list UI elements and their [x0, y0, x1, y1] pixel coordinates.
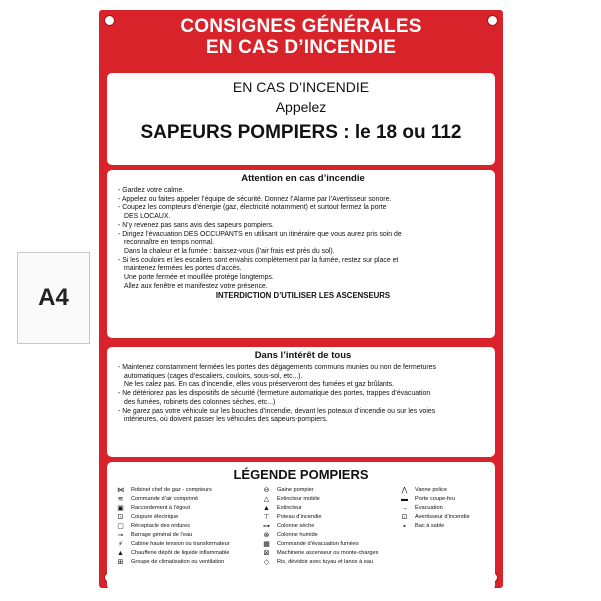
legend-item-label: Colonne humide — [277, 532, 318, 538]
attention-line: DES LOCAUX. — [124, 213, 171, 221]
legend-column-2 — [259, 486, 397, 567]
interet-line: des fumées, robinets des colonnes sèches, etc...) — [124, 398, 276, 406]
call-box-emergency-number: SAPEURS POMPIERS : le 18 ou 112 — [140, 122, 462, 143]
legend-heading: LÉGENDE POMPIERS — [233, 467, 369, 482]
interet-line: - Ne détériorez pas les dispositifs de sécurité (fermeture automatique des portes, trappes d’évacuation — [118, 390, 431, 398]
legend-item — [259, 522, 397, 531]
legend-item-label: Gaine pompier — [277, 487, 314, 493]
legend-item — [113, 495, 259, 504]
legend-item — [113, 531, 259, 540]
sand-bin-icon: ▪ — [403, 523, 406, 530]
air-control-icon: ≋ — [117, 496, 124, 503]
legend-column-3 — [397, 486, 493, 567]
legend-item-label: Extincteur — [277, 505, 302, 511]
attention-line: - Si les couloirs et les escaliers sont envahis complètement par la fumée, restez sur place et — [118, 256, 399, 264]
legend-item-label: Raccordement à l’égout — [131, 505, 191, 511]
legend-item-label: Cabine haute tension ou transformateur — [131, 541, 230, 547]
attention-line: Allez aux fenêtre et manifestez votre présence. — [124, 282, 268, 290]
legend-item — [113, 504, 259, 513]
legend-item-label: Commande d’évacuation fumées — [277, 541, 359, 547]
legend-item-label: Chaufferie dépôt de liquide inflammable — [131, 550, 230, 556]
attention-line: - Appelez ou faites appeler l’équipe de sécurité. Donnez l’Alarme par l’Avertisseur sonore. — [118, 195, 392, 203]
legend-item-label: Extincteur mobile — [277, 496, 320, 502]
common-interest-panel — [107, 347, 495, 457]
transformer-icon: ⚡ — [118, 541, 123, 548]
mobile-extinguisher-icon: △ — [263, 496, 270, 503]
extinguisher-icon: ▲ — [263, 505, 270, 512]
legend-item — [259, 531, 397, 540]
dry-column-icon: ⊶ — [263, 523, 270, 530]
sign-title — [99, 16, 503, 58]
a4-format-badge — [17, 252, 90, 344]
interet-line: - Maintenez constamment fermées les portes des dégagements communs munies ou non de fermetures — [118, 364, 436, 371]
attention-panel — [107, 170, 495, 338]
common-interest-list — [118, 364, 488, 425]
legend-item-label: Ris, dévidoir avec tuyau et lance à eau — [277, 559, 374, 565]
attention-line: maintenez fermées les portes d’accès. — [124, 265, 242, 273]
legend-item — [397, 522, 493, 531]
legend-item — [259, 486, 397, 495]
hydrant-icon: ⊤ — [263, 514, 270, 521]
legend-item — [259, 504, 397, 513]
legend-column-1 — [113, 486, 259, 567]
police-valve-icon: ⋀ — [401, 487, 408, 494]
legend-item-label: Machinerie ascenseur ou monte-charges — [277, 550, 379, 556]
flammable-icon: ▲ — [117, 550, 124, 557]
legend-item-label: Colonne sèche — [277, 523, 315, 529]
legend-item — [397, 486, 493, 495]
interet-line: Ne les calez pas. En cas d’incendie, elles vous préserveront des fumées et gaz brûlants. — [124, 381, 395, 389]
sign-title-line1: CONSIGNES GÉNÉRALES — [180, 16, 422, 37]
legend-item-label: Évacuation — [415, 505, 443, 511]
attention-line: - Dirigez l’évacuation DES OCCUPANTS en utilisant un itinéraire que vous aurez pris soin de — [118, 230, 402, 238]
fire-alarm-icon: ⊡ — [401, 514, 408, 521]
attention-line: Dans la chaleur et la fumée : baissez-vous (l’air frais est près du sol). — [124, 247, 335, 255]
legend-item-label: Commande d’air comprimé — [131, 496, 199, 502]
legend-item — [113, 540, 259, 549]
attention-line: - Coupez les compteurs d’énergie (gaz, électricité notamment) et surtout fermez la porte — [118, 204, 387, 212]
common-interest-heading: Dans l’intérêt de tous — [254, 350, 352, 361]
legend-item — [113, 522, 259, 531]
legend-item-label: Bac à sable — [415, 523, 445, 529]
call-box-line2: Appelez — [275, 99, 327, 115]
legend-item — [259, 495, 397, 504]
legend-item — [397, 504, 493, 513]
attention-line: - Gardez votre calme. — [118, 187, 185, 194]
interet-line: automatiques (cages d’escaliers, couloirs, sous-sol, etc...). — [124, 372, 303, 380]
legend-item-label: Groupe de climatisation ou ventilation — [131, 559, 225, 565]
call-box-line1: EN CAS D’INCENDIE — [232, 79, 370, 95]
elevator-machinery-icon: ⊠ — [263, 550, 270, 557]
ventilation-icon: ⊞ — [117, 559, 124, 566]
wet-column-icon: ⊗ — [263, 532, 270, 539]
legend-panel — [107, 462, 495, 590]
water-valve-icon: ⊸ — [117, 532, 124, 539]
interet-line: intérieures, où doivent passer les véhicules des sapeurs-pompiers. — [124, 416, 328, 424]
legend-item — [113, 486, 259, 495]
legend-item — [113, 558, 259, 567]
attention-heading: Attention en cas d’incendie — [241, 173, 365, 184]
legend-grid — [113, 486, 489, 567]
legend-item — [113, 549, 259, 558]
legend-item — [259, 558, 397, 567]
fire-door-icon: ▬ — [401, 496, 408, 503]
evacuation-icon: → — [401, 505, 408, 512]
legend-item — [397, 495, 493, 504]
fire-instructions-sign — [99, 10, 503, 588]
legend-item-label: Porte coupe-feu — [415, 496, 455, 502]
call-firefighters-box — [107, 73, 495, 165]
legend-item-label: Robinet chef de gaz - compteurs — [131, 487, 212, 493]
sewer-icon: ▣ — [117, 505, 124, 512]
legend-item — [397, 513, 493, 522]
legend-item-label: Vanne police — [415, 487, 447, 493]
gas-sheath-icon: ⊖ — [263, 487, 270, 494]
legend-item-label: Poteau d’incendie — [277, 514, 322, 520]
legend-item — [113, 513, 259, 522]
sign-title-line2: EN CAS D’INCENDIE — [205, 37, 397, 58]
gas-valve-icon: ⋈ — [117, 487, 124, 494]
legend-item-label: Réceptacle des ordures — [131, 523, 191, 529]
legend-item — [259, 540, 397, 549]
attention-line: reconnaître en temps normal. — [124, 239, 215, 247]
elevator-ban-notice: INTERDICTION D’UTILISER LES ASCENSEURS — [215, 291, 391, 301]
legend-item — [259, 513, 397, 522]
interet-line: - Ne garez pas votre véhicule sur les bouches d’incendie, devant les poteaux d’incendie ou sur les voies — [118, 407, 436, 415]
legend-item — [259, 549, 397, 558]
attention-line: - N’y revenez pas sans avis des sapeurs pompiers. — [118, 221, 274, 229]
fire-hose-icon: ◇ — [263, 559, 270, 566]
trash-icon: ▢ — [117, 523, 124, 530]
legend-item-label: Avertisseur d’incendie — [415, 514, 470, 520]
legend-item-label: Barrage général de l’eau — [131, 532, 193, 538]
attention-line: Une porte fermée et mouillée protège longtemps. — [124, 274, 274, 282]
smoke-control-icon: ▦ — [263, 541, 270, 548]
attention-list — [118, 187, 488, 291]
electric-cut-icon: ⊡ — [117, 514, 124, 521]
a4-label: A4 — [38, 284, 69, 311]
legend-item-label: Coupure électrique — [131, 514, 179, 520]
